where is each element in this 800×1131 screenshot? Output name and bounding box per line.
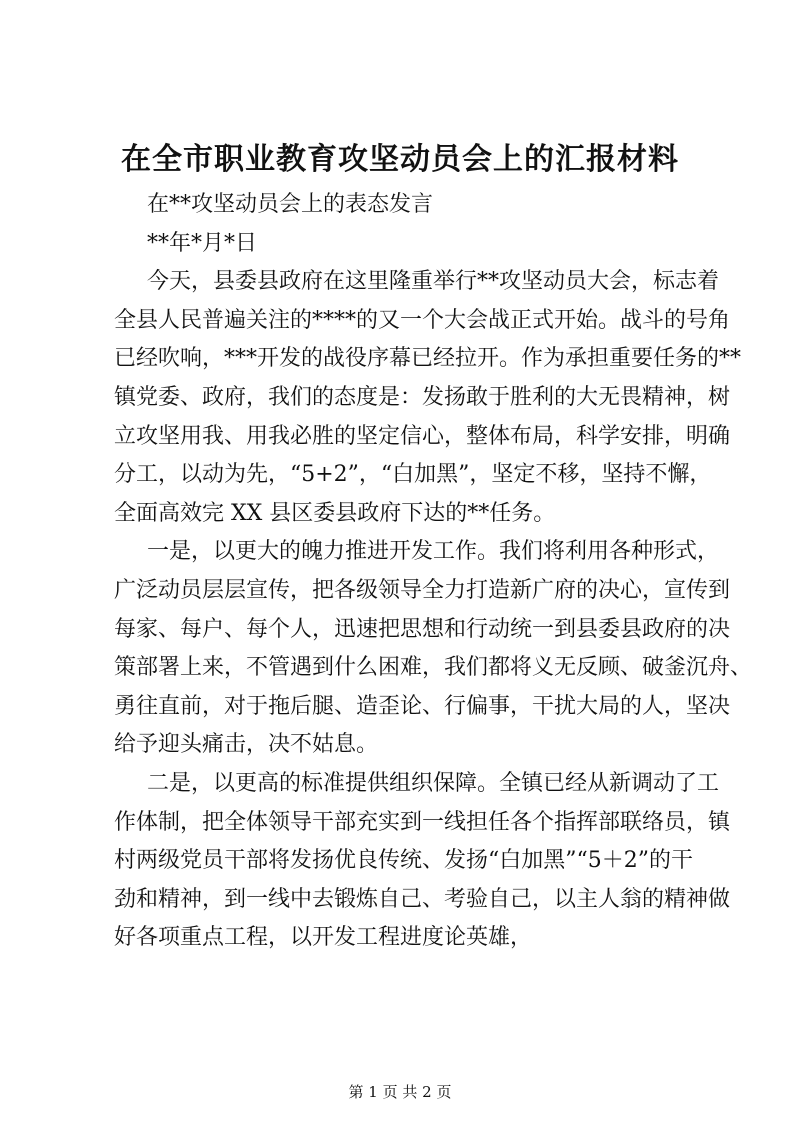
paragraph-line: 村两级党员干部将发扬优良传统、发扬“白加黑”“5＋2”的干 (114, 848, 693, 874)
date-line: **年*月*日 (147, 230, 258, 256)
paragraph-line: 一是，以更大的魄力推进开发工作。我们将利用各种形式， (147, 539, 720, 565)
document-body (114, 186, 753, 958)
paragraph-line: 全面高效完 XX 县区委县政府下达的**任务。 (114, 500, 556, 526)
paragraph-2 (114, 533, 753, 765)
paragraph-line: 二是，以更高的标准提供组织保障。全镇已经从新调动了工 (147, 770, 720, 796)
paragraph-3 (114, 765, 731, 958)
paragraph-1 (114, 263, 742, 533)
paragraph-line: 作体制，把全体领导干部充实到一线担任各个指挥部联络员，镇 (114, 809, 731, 835)
paragraph-line: 勇往直前，对于拖后腿、造歪论、行偏事，干扰大局的人，坚决 (114, 693, 731, 719)
paragraph-line: 好各项重点工程，以开发工程进度论英雄， (114, 925, 533, 951)
paragraph-line: 今天，县委县政府在这里隆重举行**攻坚动员大会，标志着 (147, 269, 720, 295)
paragraph-line: 已经吹响，***开发的战役序幕已经拉开。作为承担重要任务的** (114, 346, 742, 372)
subtitle: 在**攻坚动员会上的表态发言 (147, 192, 434, 217)
paragraph-line: 劲和精神，到一线中去锻炼自己、考验自己，以主人翁的精神做 (114, 886, 731, 912)
paragraph-line: 给予迎头痛击，决不姑息。 (114, 732, 379, 758)
paragraph-line: 每家、每户、每个人，迅速把思想和行动统一到县委县政府的决 (114, 616, 731, 642)
paragraph-line: 立攻坚用我、用我必胜的坚定信心，整体布局，科学安排，明确 (114, 423, 731, 449)
document-title: 在全市职业教育攻坚动员会上的汇报材料 (121, 142, 679, 177)
paragraph-line: 分工，以动为先，“5+2”，“白加黑”，坚定不移，坚持不懈， (114, 462, 712, 488)
page-footer: 第 1 页 共 2 页 (348, 1083, 452, 1101)
paragraph-line: 策部署上来，不管遇到什么困难，我们都将义无反顾、破釜沉舟、 (114, 655, 753, 681)
paragraph-line: 广泛动员层层宣传，把各级领导全力打造新广府的决心，宣传到 (114, 577, 731, 603)
paragraph-line: 镇党委、政府，我们的态度是：发扬敢于胜利的大无畏精神，树 (114, 384, 731, 410)
paragraph-line: 全县人民普遍关注的****的又一个大会战正式开始。战斗的号角 (114, 307, 731, 333)
